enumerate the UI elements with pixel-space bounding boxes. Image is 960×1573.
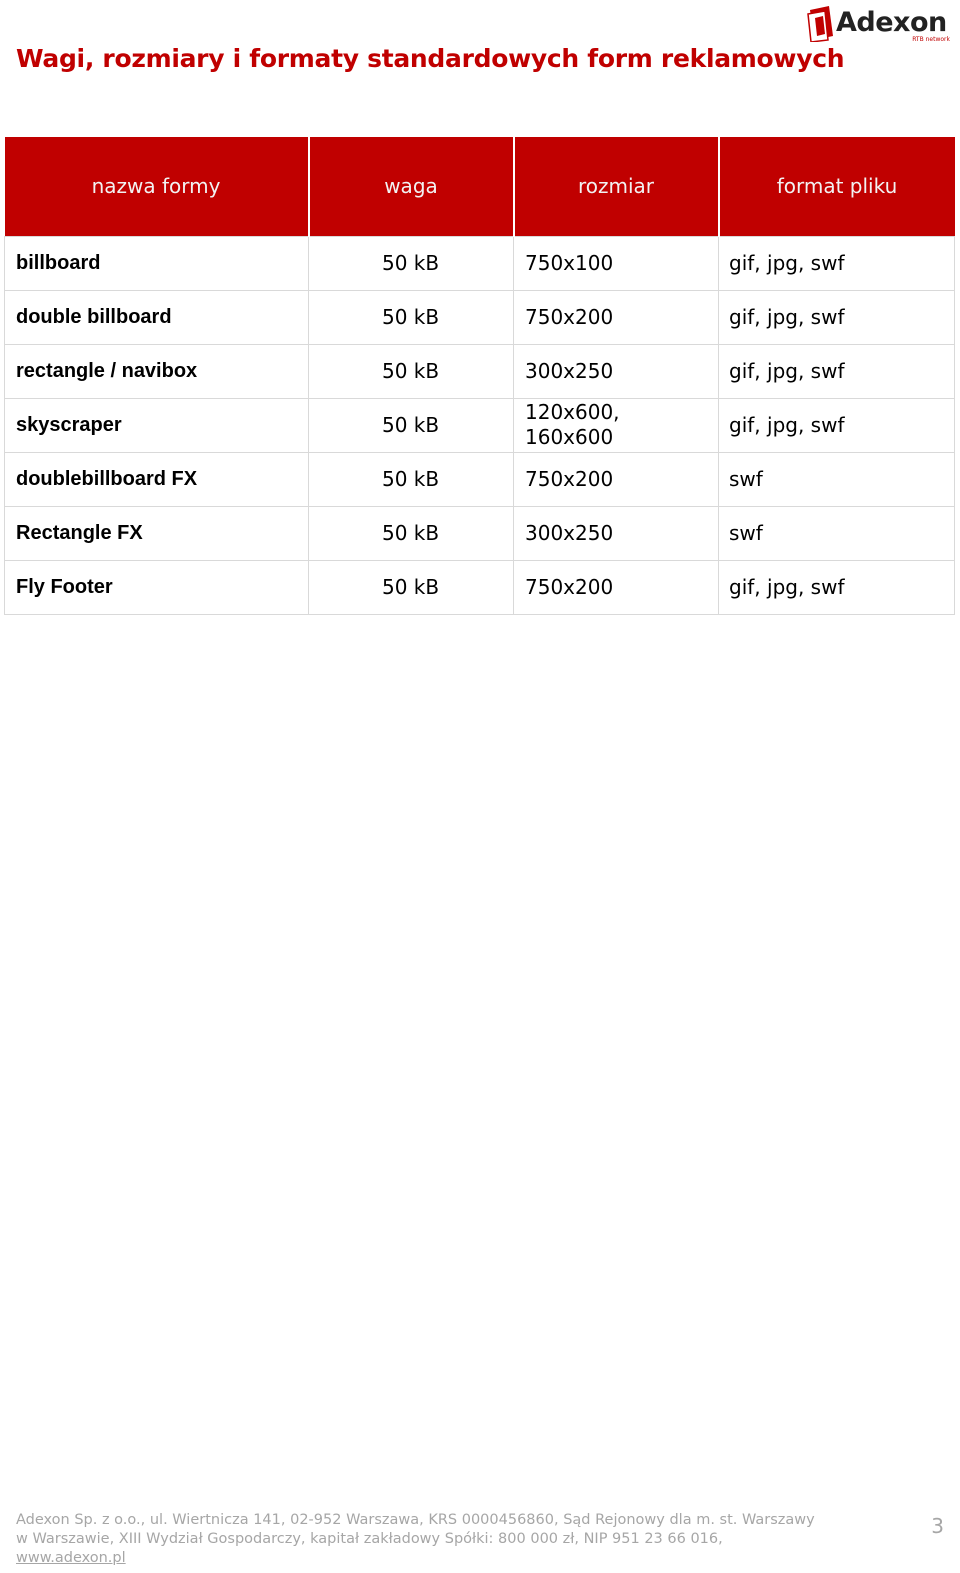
cell-size [514, 560, 719, 614]
cell-size [514, 290, 719, 344]
cell-name: Rectangle FX [5, 506, 309, 560]
cell-weight: 50 kB [309, 236, 514, 290]
cell-format: gif, jpg, swf [719, 398, 955, 452]
table-row [5, 344, 955, 398]
cell-size [514, 236, 719, 290]
cell-name: skyscraper [5, 398, 309, 452]
page-title: Wagi, rozmiary i formaty standardowych form reklamowych [16, 44, 845, 73]
cell-name: double billboard [5, 290, 309, 344]
table-row [5, 290, 955, 344]
cell-size [514, 452, 719, 506]
size-value: 300x250 [525, 520, 614, 545]
cell-weight: 50 kB [309, 452, 514, 506]
cell-name: Fly Footer [5, 560, 309, 614]
column-header-name: nazwa formy [5, 137, 309, 236]
size-value: 750x200 [525, 304, 614, 329]
size-value: 750x200 [525, 574, 614, 599]
cell-weight: 50 kB [309, 290, 514, 344]
cell-name: billboard [5, 236, 309, 290]
column-header-format: format pliku [719, 137, 955, 236]
column-header-weight: waga [309, 137, 514, 236]
table-row [5, 452, 955, 506]
ad-formats-table [4, 137, 955, 615]
column-header-size: rozmiar [514, 137, 719, 236]
cell-format: gif, jpg, swf [719, 344, 955, 398]
table-row [5, 236, 955, 290]
cell-format: gif, jpg, swf [719, 236, 955, 290]
cell-weight: 50 kB [309, 506, 514, 560]
table-row [5, 398, 955, 452]
cell-name: rectangle / navibox [5, 344, 309, 398]
footer-company-line: Adexon Sp. z o.o., ul. Wiertnicza 141, 02-952 Warszawa, KRS 0000456860, Sąd Rejonowy dla m. st. Warszawy [16, 1512, 815, 1528]
size-value: 120x600, [525, 400, 620, 424]
footer-registration-line: w Warszawie, XIII Wydział Gospodarczy, kapitał zakładowy Spółki: 800 000 zł, NIP 951 23 66 016, [16, 1531, 723, 1547]
cell-size [514, 506, 719, 560]
cell-format: gif, jpg, swf [719, 290, 955, 344]
size-value: 160x600 [525, 425, 614, 449]
logo-text: Adexon [836, 7, 947, 38]
adexon-logo-mark-icon [807, 6, 835, 42]
page-number: 3 [931, 1514, 944, 1538]
logo-subtext: RTB network [912, 36, 950, 43]
adexon-logo [807, 6, 952, 44]
size-value: 300x250 [525, 358, 614, 383]
cell-weight: 50 kB [309, 560, 514, 614]
cell-size [514, 398, 719, 452]
cell-weight: 50 kB [309, 344, 514, 398]
footer-website-link[interactable]: www.adexon.pl [16, 1550, 126, 1566]
table-header-row [5, 137, 955, 236]
cell-format: gif, jpg, swf [719, 560, 955, 614]
table-row [5, 560, 955, 614]
size-value: 750x200 [525, 466, 614, 491]
table-row [5, 506, 955, 560]
cell-format: swf [719, 452, 955, 506]
cell-weight: 50 kB [309, 398, 514, 452]
cell-name: doublebillboard FX [5, 452, 309, 506]
cell-size [514, 344, 719, 398]
size-value: 750x100 [525, 250, 614, 275]
footer [16, 1511, 816, 1568]
cell-format: swf [719, 506, 955, 560]
